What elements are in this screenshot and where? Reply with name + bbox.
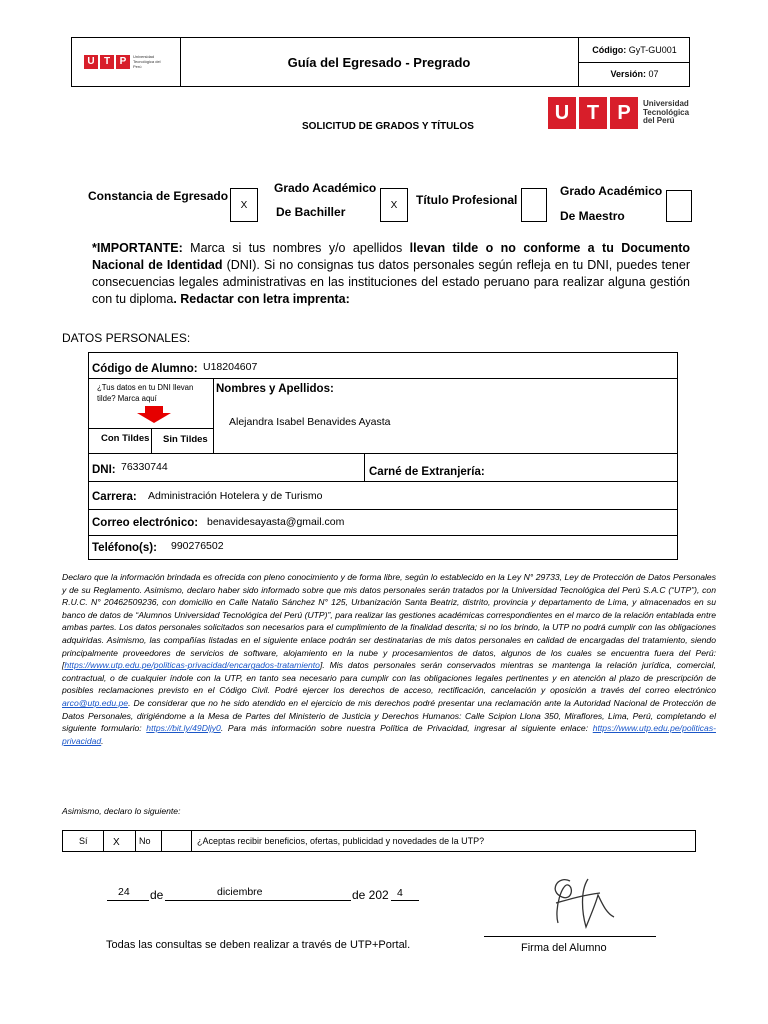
consent-si-checkbox[interactable]: X bbox=[113, 837, 120, 848]
legal-text bbox=[62, 571, 716, 747]
header-table bbox=[71, 37, 690, 87]
personal-data-table bbox=[88, 352, 678, 560]
legal-p3: . De considerar que no he sido atendido en el ejercicio de mis derechos podré presentar una reclamación ante la Autoridad Nacional de Protección de Datos Personales, dirigiéndome a la Mesa de Partes del Ministerio de Justicia y Derechos Humanos: Calle Scipion Llona 350, Miraflores, Lima, Perú, completando el siguiente formulario: bbox=[62, 697, 716, 734]
logo-caption: Universidad Tecnológica del Perú bbox=[133, 54, 161, 69]
row-divider bbox=[89, 428, 213, 429]
legal-p4: . Para más información sobre nuestra Política de Privacidad, ingresar al siguiente enlace: bbox=[220, 723, 593, 734]
consent-si-label: Sí bbox=[79, 836, 88, 846]
option-constancia-checkbox[interactable]: X bbox=[230, 188, 258, 222]
codigo-value[interactable]: U18204607 bbox=[203, 361, 258, 373]
option-bachiller-label-1: Grado Académico bbox=[274, 181, 377, 195]
legal-p1: Declaro que la información brindada es ofrecida con pleno conocimiento y de forma libre, según lo establecido en la Ley N° 29733, Ley de Protección de Datos Personales y de su Reglamento. Asimismo, declaro haber sido informado sobre que mis datos personales serán tratados por la Universidad Tecnológica del Perú S.A.C (“UTP”), con R.U.C. N° 20462509236, con domicilio en Calle Natalio Sánchez N° 125, Urbanización Santa Beatriz, distrito, provincia y departamento de Lima, y almacenados en su banco de datos de “Alumnos Universidad Tecnológica del Perú (UTP)”, para realizar las gestiones académicas correspondientes en el marco de la relación entablada entre ambas partes. Los datos personales solicitados son necesarios para el cumplimiento de la finalidad descrita; si no los brindo, la UTP no podrá cumplir con las obligaciones adquiridas. Asimismo, las compañías listadas en el siguiente enlace podrán ser destinatarias de mis datos personales en calidad de encargadas del tratamiento, siendo principalmente proveedores de servicios de software, alojamiento en la nube y procesamientos de datos, algunos de los cuales se encuentra fuera del Perú: [ bbox=[62, 572, 716, 671]
nombres-value[interactable]: Alejandra Isabel Benavides Ayasta bbox=[229, 416, 391, 428]
link-arco-email[interactable]: arco@utp.edu.pe bbox=[62, 697, 129, 708]
firma-label: Firma del Alumno bbox=[521, 942, 607, 954]
important-text-2: (DNI). Si no consignas tus datos personales según refleja en tu DNI, puedes tener consecuencias legales administrativas en las instituciones del estado peruano para realizar alguna gestión con tu diploma bbox=[92, 258, 690, 306]
col-divider bbox=[364, 453, 365, 481]
col-divider bbox=[191, 831, 192, 851]
form-title: SOLICITUD DE GRADOS Y TÍTULOS bbox=[302, 121, 474, 132]
consent-question: ¿Aceptas recibir beneficios, ofertas, publicidad y novedades de la UTP? bbox=[197, 836, 485, 846]
carne-label: Carné de Extranjería: bbox=[369, 466, 485, 478]
date-year[interactable]: 4 bbox=[397, 887, 403, 899]
option-titulo-label: Título Profesional bbox=[416, 193, 518, 207]
row-divider bbox=[89, 535, 677, 536]
header-logo-cell bbox=[72, 38, 181, 86]
carrera-label: Carrera: bbox=[92, 491, 137, 503]
signature-line bbox=[484, 936, 656, 937]
telefono-value[interactable]: 990276502 bbox=[171, 540, 224, 552]
link-privacidad[interactable]: https://www.utp.edu.pe/politicas- privacidad bbox=[62, 723, 716, 746]
version-value: 07 bbox=[648, 69, 659, 79]
brand-name-line: Universidad bbox=[643, 99, 689, 109]
col-divider bbox=[135, 831, 136, 851]
col-divider bbox=[213, 378, 214, 453]
legal-p5: . bbox=[101, 735, 104, 746]
legal-p2: ]. Mis datos personales serán conservados mientras se mantenga la relación jurídica, comercial, contractual, o de cualquier índole con la UTP, en tanto sea necesario para cumplir con las obligaciones legales pertinentes y en atención al plazo de prescripción de posibles reclamaciones previsto en el Código Civil. Podré ejercer los derechos de acceso, rectificación, cancelación y oposición a través del correo electrónico bbox=[62, 660, 716, 696]
telefono-label: Teléfono(s): bbox=[92, 542, 157, 554]
date-de-1: de bbox=[150, 888, 164, 902]
nombres-label: Nombres y Apellidos: bbox=[216, 383, 334, 395]
codigo-label: Código de Alumno: bbox=[92, 363, 198, 375]
brand-letter: P bbox=[610, 97, 638, 129]
section-title: DATOS PERSONALES: bbox=[62, 331, 191, 345]
correo-label: Correo electrónico: bbox=[92, 517, 199, 529]
dni-label: DNI: bbox=[92, 464, 116, 476]
dni-value[interactable]: 76330744 bbox=[121, 461, 168, 473]
important-prefix: *IMPORTANTE: bbox=[92, 241, 183, 255]
year-underline bbox=[391, 900, 419, 901]
brand-letter: U bbox=[548, 97, 576, 129]
important-notice bbox=[92, 240, 690, 308]
dni-tilde-question: ¿Tus datos en tu DNI llevan tilde? Marca aquí bbox=[97, 383, 194, 403]
day-underline bbox=[107, 900, 149, 901]
row-divider bbox=[89, 481, 677, 482]
important-bold-1: llevan tilde o no conforme a tu Documento Nacional de Identidad bbox=[92, 241, 690, 272]
code-label: Código: bbox=[592, 45, 627, 55]
row-divider bbox=[89, 453, 677, 454]
date-month[interactable]: diciembre bbox=[217, 886, 263, 898]
option-titulo-checkbox[interactable] bbox=[521, 188, 547, 222]
utp-brand-logo bbox=[548, 97, 689, 129]
row-divider bbox=[89, 509, 677, 510]
col-divider bbox=[103, 831, 104, 851]
carrera-value[interactable]: Administración Hotelera y de Turismo bbox=[148, 490, 323, 502]
important-bold-2: . Redactar con letra imprenta: bbox=[173, 292, 350, 306]
header-title: Guía del Egresado - Pregrado bbox=[180, 38, 579, 86]
header-version bbox=[579, 62, 690, 86]
header-code bbox=[579, 38, 690, 63]
footer-note: Todas las consultas se deben realizar a través de UTP+Portal. bbox=[106, 939, 411, 951]
brand-name-line: Tecnológica bbox=[643, 107, 690, 117]
logo-letter: T bbox=[100, 55, 114, 69]
con-tildes-option[interactable]: Con Tildes bbox=[101, 433, 150, 444]
month-underline bbox=[165, 900, 351, 901]
date-de-2: de 202 bbox=[352, 888, 389, 902]
option-constancia-label: Constancia de Egresado bbox=[88, 189, 229, 203]
option-maestro-label-1: Grado Académico bbox=[560, 184, 663, 198]
option-bachiller-checkbox[interactable]: X bbox=[380, 188, 408, 222]
signature-image bbox=[540, 873, 620, 933]
brand-letter: T bbox=[579, 97, 607, 129]
consent-no-checkbox[interactable] bbox=[163, 834, 189, 850]
correo-value[interactable]: benavidesayasta@gmail.com bbox=[207, 516, 345, 528]
sin-tildes-option[interactable]: Sin Tildes bbox=[163, 434, 208, 445]
version-label: Versión: bbox=[610, 69, 646, 79]
consent-table bbox=[62, 830, 696, 852]
date-day[interactable]: 24 bbox=[118, 886, 130, 898]
option-maestro-label-2: De Maestro bbox=[560, 209, 625, 223]
brand-name-line: del Perú bbox=[643, 116, 675, 126]
option-maestro-checkbox[interactable] bbox=[666, 190, 692, 222]
red-arrow-icon bbox=[137, 406, 173, 424]
brand-name bbox=[643, 100, 689, 126]
utp-logo-small bbox=[84, 54, 161, 69]
link-encargados[interactable]: https://www.utp.edu.pe/politicas-privacidad/encargados-tratamiento bbox=[64, 660, 320, 671]
consent-no-label: No bbox=[139, 836, 151, 846]
col-divider bbox=[161, 831, 162, 851]
logo-letter: P bbox=[116, 55, 130, 69]
col-divider bbox=[151, 428, 152, 453]
asimismo-text: Asimismo, declaro lo siguiente: bbox=[62, 806, 181, 816]
row-divider bbox=[89, 378, 677, 379]
important-text-1: Marca si tus nombres y/o apellidos bbox=[182, 241, 410, 255]
option-bachiller-label-2: De Bachiller bbox=[276, 205, 346, 219]
code-value: GyT-GU001 bbox=[628, 45, 677, 55]
logo-letter: U bbox=[84, 55, 98, 69]
link-formulario[interactable]: https://bit.ly/49Dljy0 bbox=[146, 723, 221, 734]
